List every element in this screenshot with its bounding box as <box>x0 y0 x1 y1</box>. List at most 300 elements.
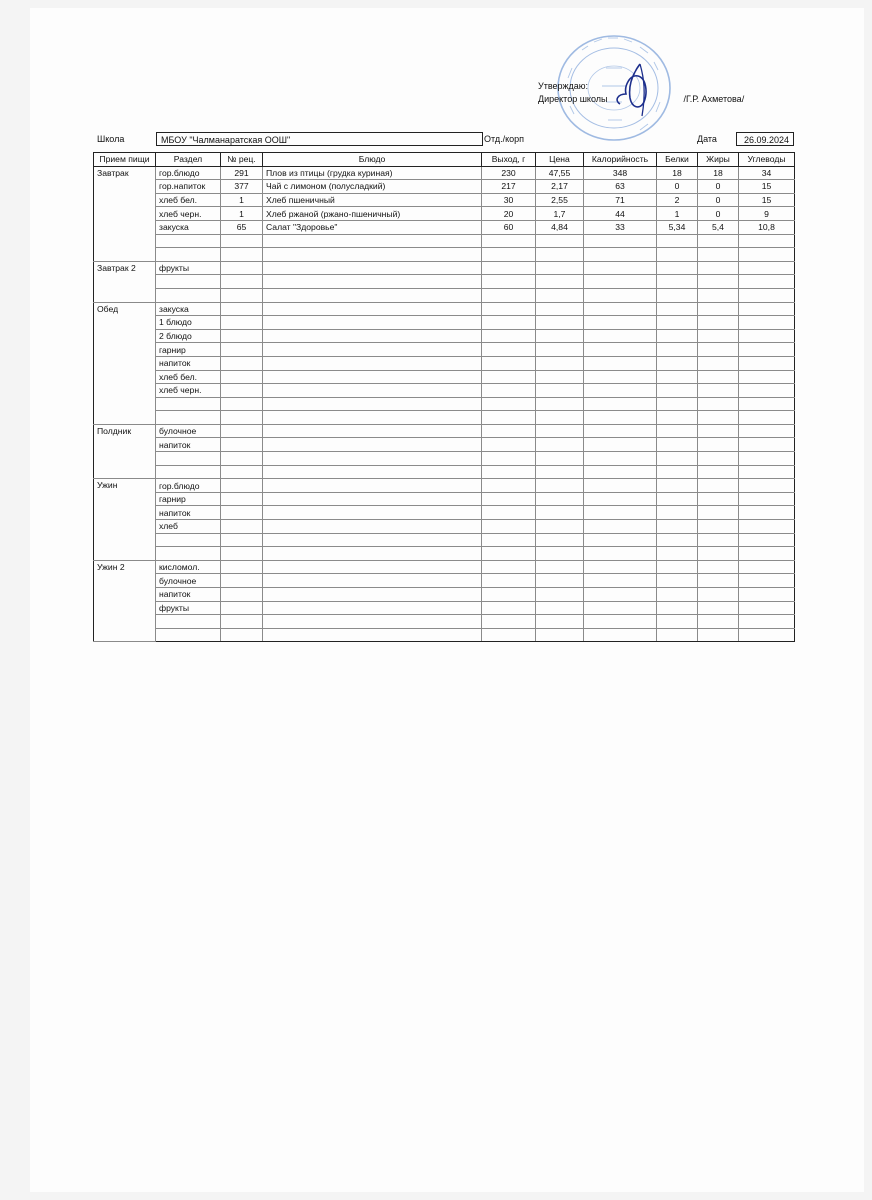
price-cell <box>536 547 584 561</box>
fat-cell <box>698 397 739 411</box>
recipe-cell <box>221 438 263 452</box>
price-cell: 2,17 <box>536 180 584 194</box>
price-cell <box>536 275 584 289</box>
section-cell: гор.напиток <box>156 180 221 194</box>
recipe-cell: 65 <box>221 220 263 234</box>
section-cell: гор.блюдо <box>156 479 221 493</box>
yield-cell: 217 <box>482 180 536 194</box>
price-cell <box>536 601 584 615</box>
protein-cell <box>657 560 698 574</box>
price-cell <box>536 438 584 452</box>
kcal-cell <box>584 465 657 479</box>
recipe-cell <box>221 370 263 384</box>
kcal-cell <box>584 615 657 629</box>
date-field: 26.09.2024 <box>736 132 794 146</box>
fat-cell <box>698 560 739 574</box>
section-cell: 2 блюдо <box>156 329 221 343</box>
protein-cell: 18 <box>657 166 698 180</box>
dish-cell <box>263 411 482 425</box>
price-cell: 2,55 <box>536 193 584 207</box>
carbs-cell <box>739 574 795 588</box>
section-cell <box>156 628 221 642</box>
table-row <box>94 424 795 438</box>
table-row <box>94 193 795 207</box>
kcal-cell <box>584 547 657 561</box>
recipe-cell: 291 <box>221 166 263 180</box>
fat-cell <box>698 533 739 547</box>
approval-block <box>538 80 744 106</box>
kcal-cell: 63 <box>584 180 657 194</box>
table-row <box>94 533 795 547</box>
protein-cell <box>657 438 698 452</box>
price-cell <box>536 452 584 466</box>
yield-cell <box>482 370 536 384</box>
recipe-cell <box>221 356 263 370</box>
col-header: Белки <box>657 153 698 167</box>
col-header: Цена <box>536 153 584 167</box>
recipe-cell <box>221 547 263 561</box>
table-row <box>94 302 795 316</box>
dish-cell <box>263 560 482 574</box>
yield-cell <box>482 452 536 466</box>
price-cell: 4,84 <box>536 220 584 234</box>
carbs-cell <box>739 628 795 642</box>
dish-cell: Хлеб ржаной (ржано-пшеничный) <box>263 207 482 221</box>
section-cell: гарнир <box>156 492 221 506</box>
kcal-cell <box>584 520 657 534</box>
recipe-cell <box>221 411 263 425</box>
kcal-cell <box>584 588 657 602</box>
carbs-cell <box>739 343 795 357</box>
fat-cell <box>698 234 739 248</box>
recipe-cell <box>221 492 263 506</box>
col-header: Калорийность <box>584 153 657 167</box>
yield-cell: 60 <box>482 220 536 234</box>
section-cell: напиток <box>156 506 221 520</box>
carbs-cell <box>739 588 795 602</box>
fat-cell <box>698 506 739 520</box>
table-row <box>94 520 795 534</box>
yield-cell <box>482 601 536 615</box>
yield-cell <box>482 533 536 547</box>
carbs-cell: 9 <box>739 207 795 221</box>
col-header: Прием пищи <box>94 153 156 167</box>
kcal-cell: 348 <box>584 166 657 180</box>
kcal-cell <box>584 506 657 520</box>
recipe-cell <box>221 452 263 466</box>
dish-cell: Хлеб пшеничный <box>263 193 482 207</box>
carbs-cell <box>739 288 795 302</box>
kcal-cell <box>584 261 657 275</box>
price-cell <box>536 520 584 534</box>
table-row <box>94 479 795 493</box>
dish-cell <box>263 329 482 343</box>
yield-cell <box>482 574 536 588</box>
recipe-cell <box>221 560 263 574</box>
fat-cell: 0 <box>698 207 739 221</box>
kcal-cell <box>584 384 657 398</box>
dish-cell <box>263 397 482 411</box>
kcal-cell <box>584 288 657 302</box>
section-cell <box>156 234 221 248</box>
carbs-cell <box>739 261 795 275</box>
recipe-cell: 1 <box>221 207 263 221</box>
section-cell <box>156 411 221 425</box>
carbs-cell: 15 <box>739 193 795 207</box>
price-cell <box>536 411 584 425</box>
dish-cell <box>263 533 482 547</box>
fat-cell <box>698 574 739 588</box>
protein-cell: 2 <box>657 193 698 207</box>
table-row <box>94 343 795 357</box>
col-header: № рец. <box>221 153 263 167</box>
dish-cell <box>263 288 482 302</box>
carbs-cell <box>739 234 795 248</box>
price-cell: 47,55 <box>536 166 584 180</box>
recipe-cell <box>221 601 263 615</box>
fat-cell <box>698 492 739 506</box>
section-cell: гор.блюдо <box>156 166 221 180</box>
table-row <box>94 547 795 561</box>
meal-name-cell: Обед <box>94 302 156 424</box>
recipe-cell <box>221 248 263 262</box>
kcal-cell <box>584 248 657 262</box>
protein-cell <box>657 492 698 506</box>
dish-cell <box>263 452 482 466</box>
protein-cell <box>657 547 698 561</box>
price-cell <box>536 424 584 438</box>
section-cell <box>156 533 221 547</box>
kcal-cell <box>584 356 657 370</box>
protein-cell <box>657 479 698 493</box>
recipe-cell <box>221 288 263 302</box>
yield-cell <box>482 397 536 411</box>
section-cell: хлеб <box>156 520 221 534</box>
recipe-cell <box>221 465 263 479</box>
section-cell: хлеб черн. <box>156 207 221 221</box>
recipe-cell <box>221 588 263 602</box>
meal-name-cell: Завтрак <box>94 166 156 261</box>
yield-cell <box>482 302 536 316</box>
kcal-cell <box>584 343 657 357</box>
yield-cell <box>482 316 536 330</box>
yield-cell <box>482 234 536 248</box>
fat-cell <box>698 588 739 602</box>
yield-cell <box>482 560 536 574</box>
kcal-cell <box>584 234 657 248</box>
yield-cell <box>482 547 536 561</box>
table-row <box>94 220 795 234</box>
price-cell <box>536 234 584 248</box>
dish-cell <box>263 615 482 629</box>
table-row <box>94 601 795 615</box>
protein-cell <box>657 343 698 357</box>
yield-cell <box>482 288 536 302</box>
section-cell: булочное <box>156 424 221 438</box>
carbs-cell <box>739 370 795 384</box>
carbs-cell <box>739 397 795 411</box>
recipe-cell <box>221 628 263 642</box>
table-row <box>94 411 795 425</box>
table-row <box>94 207 795 221</box>
table-row <box>94 560 795 574</box>
director-label: Директор школы <box>538 94 608 104</box>
director-name: /Г.Р. Ахметова/ <box>683 94 745 104</box>
dish-cell <box>263 574 482 588</box>
protein-cell <box>657 302 698 316</box>
carbs-cell <box>739 438 795 452</box>
col-header: Углеводы <box>739 153 795 167</box>
yield-cell <box>482 479 536 493</box>
price-cell <box>536 248 584 262</box>
protein-cell <box>657 574 698 588</box>
section-cell <box>156 452 221 466</box>
fat-cell <box>698 520 739 534</box>
yield-cell: 20 <box>482 207 536 221</box>
fat-cell: 18 <box>698 166 739 180</box>
kcal-cell <box>584 628 657 642</box>
recipe-cell <box>221 397 263 411</box>
fat-cell <box>698 438 739 452</box>
yield-cell <box>482 492 536 506</box>
dish-cell <box>263 275 482 289</box>
section-cell <box>156 275 221 289</box>
price-cell: 1,7 <box>536 207 584 221</box>
kcal-cell <box>584 302 657 316</box>
price-cell <box>536 560 584 574</box>
yield-cell <box>482 628 536 642</box>
fat-cell: 5,4 <box>698 220 739 234</box>
dish-cell <box>263 601 482 615</box>
table-row <box>94 574 795 588</box>
price-cell <box>536 574 584 588</box>
recipe-cell: 377 <box>221 180 263 194</box>
section-cell <box>156 397 221 411</box>
protein-cell <box>657 261 698 275</box>
recipe-cell <box>221 261 263 275</box>
meal-name-cell: Ужин 2 <box>94 560 156 642</box>
table-row <box>94 384 795 398</box>
recipe-cell <box>221 302 263 316</box>
fat-cell <box>698 316 739 330</box>
carbs-cell <box>739 275 795 289</box>
carbs-cell <box>739 601 795 615</box>
fat-cell <box>698 411 739 425</box>
table-row <box>94 465 795 479</box>
protein-cell <box>657 520 698 534</box>
carbs-cell <box>739 248 795 262</box>
kcal-cell: 44 <box>584 207 657 221</box>
section-cell: хлеб черн. <box>156 384 221 398</box>
section-cell <box>156 465 221 479</box>
kcal-cell <box>584 574 657 588</box>
kcal-cell <box>584 397 657 411</box>
recipe-cell <box>221 275 263 289</box>
yield-cell <box>482 384 536 398</box>
yield-cell <box>482 588 536 602</box>
protein-cell <box>657 601 698 615</box>
recipe-cell <box>221 479 263 493</box>
carbs-cell <box>739 411 795 425</box>
table-row <box>94 329 795 343</box>
date-label: Дата <box>697 134 717 144</box>
carbs-cell <box>739 492 795 506</box>
carbs-cell <box>739 316 795 330</box>
fat-cell <box>698 370 739 384</box>
yield-cell <box>482 343 536 357</box>
kcal-cell <box>584 601 657 615</box>
table-row <box>94 438 795 452</box>
dish-cell <box>263 302 482 316</box>
dish-cell <box>263 384 482 398</box>
dish-cell <box>263 628 482 642</box>
kcal-cell <box>584 329 657 343</box>
section-cell: гарнир <box>156 343 221 357</box>
recipe-cell <box>221 329 263 343</box>
protein-cell <box>657 397 698 411</box>
fat-cell <box>698 343 739 357</box>
carbs-cell: 34 <box>739 166 795 180</box>
yield-cell <box>482 424 536 438</box>
protein-cell <box>657 615 698 629</box>
col-header: Блюдо <box>263 153 482 167</box>
carbs-cell <box>739 520 795 534</box>
protein-cell <box>657 248 698 262</box>
kcal-cell <box>584 438 657 452</box>
price-cell <box>536 302 584 316</box>
section-cell: фрукты <box>156 261 221 275</box>
yield-cell <box>482 438 536 452</box>
fat-cell <box>698 465 739 479</box>
protein-cell <box>657 452 698 466</box>
price-cell <box>536 384 584 398</box>
price-cell <box>536 370 584 384</box>
dish-cell <box>263 492 482 506</box>
dish-cell: Чай с лимоном (полусладкий) <box>263 180 482 194</box>
section-cell: закуска <box>156 220 221 234</box>
section-cell: хлеб бел. <box>156 193 221 207</box>
yield-cell <box>482 275 536 289</box>
protein-cell <box>657 588 698 602</box>
fat-cell <box>698 547 739 561</box>
table-row <box>94 397 795 411</box>
dish-cell <box>263 588 482 602</box>
protein-cell <box>657 329 698 343</box>
yield-cell <box>482 356 536 370</box>
fat-cell <box>698 615 739 629</box>
section-cell <box>156 547 221 561</box>
kcal-cell: 71 <box>584 193 657 207</box>
table-row <box>94 370 795 384</box>
section-cell <box>156 248 221 262</box>
fat-cell <box>698 288 739 302</box>
col-header: Раздел <box>156 153 221 167</box>
kcal-cell <box>584 370 657 384</box>
dept-label: Отд./корп <box>484 134 524 144</box>
price-cell <box>536 329 584 343</box>
carbs-cell <box>739 533 795 547</box>
kcal-cell <box>584 411 657 425</box>
dish-cell <box>263 343 482 357</box>
kcal-cell <box>584 492 657 506</box>
kcal-cell <box>584 316 657 330</box>
school-label: Школа <box>97 134 125 144</box>
price-cell <box>536 343 584 357</box>
carbs-cell <box>739 384 795 398</box>
dish-cell <box>263 248 482 262</box>
table-row <box>94 316 795 330</box>
fat-cell <box>698 329 739 343</box>
price-cell <box>536 288 584 302</box>
protein-cell <box>657 424 698 438</box>
price-cell <box>536 316 584 330</box>
fat-cell: 0 <box>698 193 739 207</box>
dish-cell <box>263 356 482 370</box>
protein-cell: 5,34 <box>657 220 698 234</box>
price-cell <box>536 479 584 493</box>
fat-cell <box>698 452 739 466</box>
section-cell: хлеб бел. <box>156 370 221 384</box>
carbs-cell <box>739 560 795 574</box>
approve-label: Утверждаю: <box>538 81 589 91</box>
recipe-cell <box>221 424 263 438</box>
protein-cell <box>657 316 698 330</box>
table-row <box>94 588 795 602</box>
kcal-cell <box>584 424 657 438</box>
protein-cell <box>657 288 698 302</box>
recipe-cell <box>221 615 263 629</box>
kcal-cell <box>584 275 657 289</box>
yield-cell <box>482 411 536 425</box>
dish-cell: Салат "Здоровье" <box>263 220 482 234</box>
yield-cell: 30 <box>482 193 536 207</box>
yield-cell: 230 <box>482 166 536 180</box>
fat-cell <box>698 601 739 615</box>
protein-cell <box>657 370 698 384</box>
meal-name-cell: Завтрак 2 <box>94 261 156 302</box>
table-row <box>94 275 795 289</box>
fat-cell <box>698 275 739 289</box>
table-header-row <box>94 153 795 167</box>
section-cell: кисломол. <box>156 560 221 574</box>
table-row <box>94 166 795 180</box>
fat-cell <box>698 479 739 493</box>
protein-cell <box>657 275 698 289</box>
kcal-cell <box>584 533 657 547</box>
carbs-cell <box>739 356 795 370</box>
carbs-cell <box>739 479 795 493</box>
kcal-cell <box>584 479 657 493</box>
dish-cell: Плов из птицы (грудка куриная) <box>263 166 482 180</box>
dish-cell <box>263 547 482 561</box>
dish-cell <box>263 479 482 493</box>
table-row <box>94 615 795 629</box>
meal-name-cell: Ужин <box>94 479 156 561</box>
carbs-cell <box>739 424 795 438</box>
fat-cell <box>698 248 739 262</box>
recipe-cell <box>221 506 263 520</box>
protein-cell <box>657 234 698 248</box>
table-row <box>94 506 795 520</box>
carbs-cell <box>739 329 795 343</box>
price-cell <box>536 465 584 479</box>
fat-cell <box>698 356 739 370</box>
yield-cell <box>482 248 536 262</box>
protein-cell: 0 <box>657 180 698 194</box>
dish-cell <box>263 465 482 479</box>
table-row <box>94 356 795 370</box>
price-cell <box>536 356 584 370</box>
